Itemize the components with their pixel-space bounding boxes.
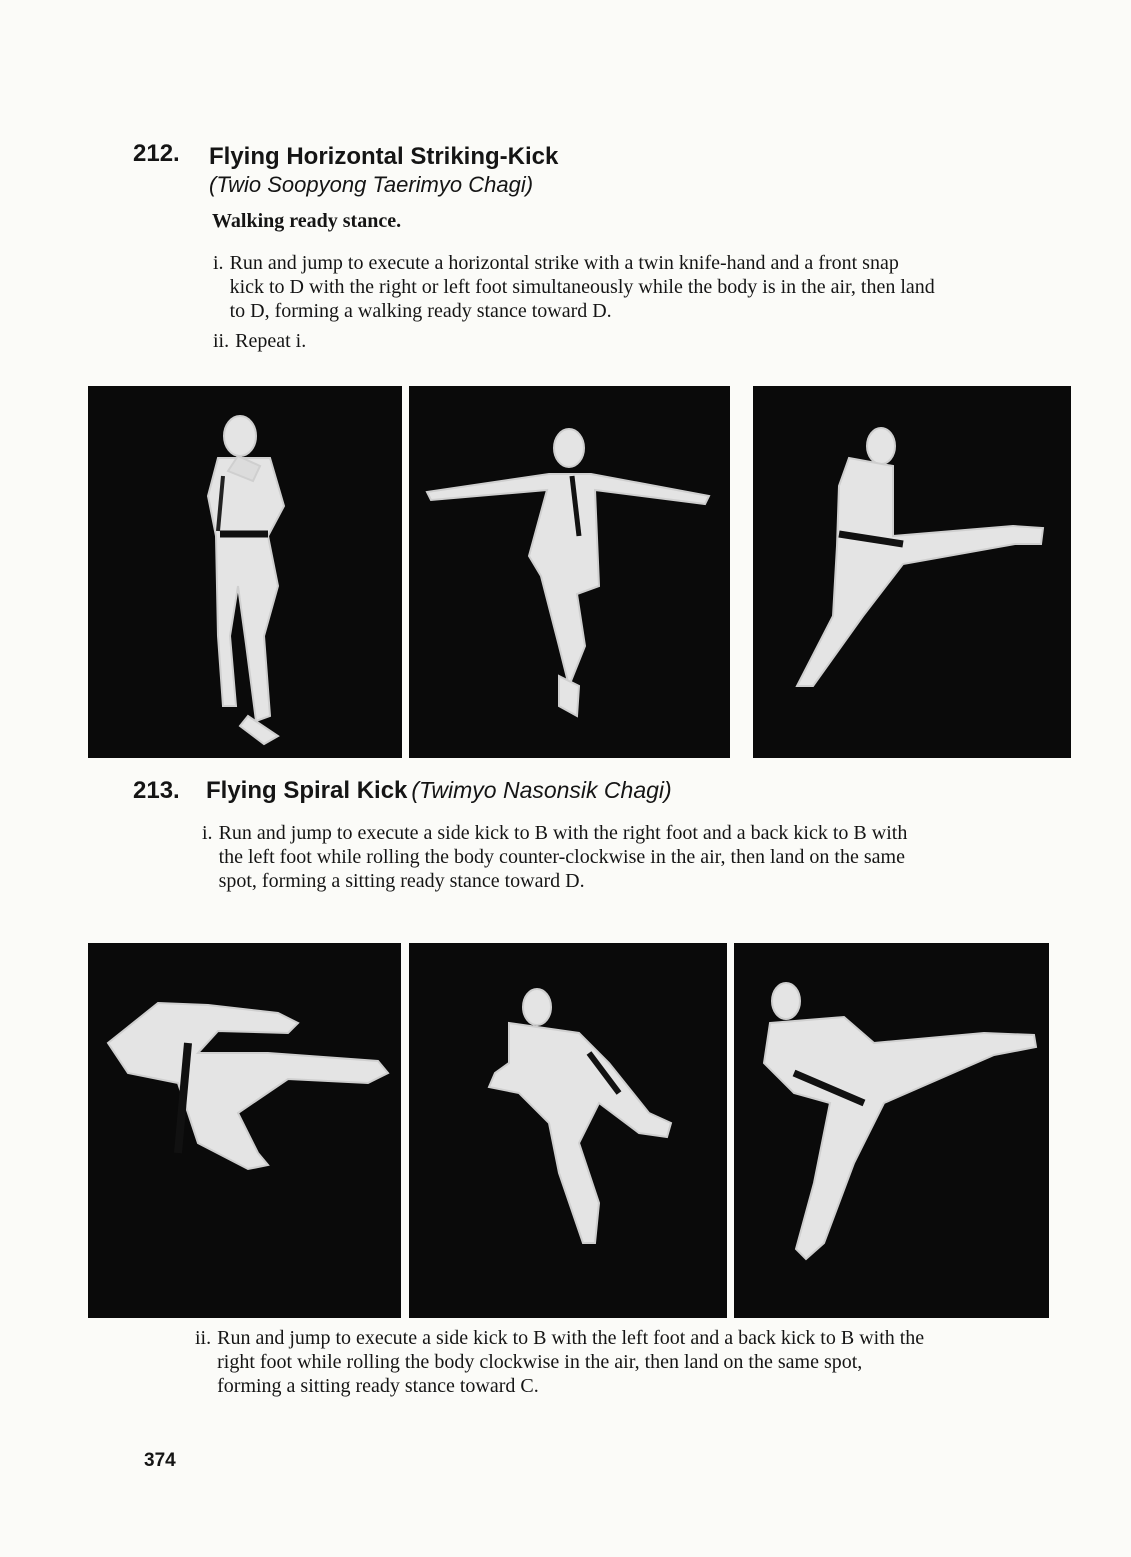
photo-212-1 [88,386,402,758]
section-212-stance: Walking ready stance. [212,210,402,232]
step-i [202,821,930,893]
step-label: ii. [213,330,230,352]
step-label: i. [213,252,224,274]
step-label: i. [202,822,213,844]
step-ii [213,329,938,353]
section-213-heading [206,777,672,805]
figure-side-kick [88,943,401,1318]
figure-jump-guard [88,386,402,758]
section-212-steps [213,251,938,353]
section-213-title: Flying Spiral Kick [206,777,408,804]
figure-front-snap-kick [753,386,1071,758]
section-212-subtitle: (Twio Soopyong Taerimyo Chagi) [209,172,534,197]
step-ii [195,1326,925,1398]
section-213-number: 213. [133,777,180,804]
section-212-title: Flying Horizontal Striking-Kick [209,143,559,170]
section-212-number: 212. [133,140,180,167]
figure-spiral-rotation [409,943,727,1318]
photo-212-2 [409,386,730,758]
step-text: Run and jump to execute a side kick to B with the left foot and a back kick to B with the right foot while rolling the body clockwise in the air, then land on the same spot, forming a sitting ready stance toward C. [217,1327,925,1397]
photo-213-2 [409,943,727,1318]
step-i [213,251,938,323]
photo-213-3 [734,943,1049,1318]
section-213-step-i [202,821,930,893]
section-213-subtitle: (Twimyo Nasonsik Chagi) [411,777,672,803]
photo-212-3 [753,386,1071,758]
step-text: Repeat i. [235,330,307,352]
step-label: ii. [195,1327,212,1349]
figure-back-kick [734,943,1049,1318]
figure-twin-knife-hand-strike [409,386,730,758]
section-213-step-ii [195,1326,925,1398]
photo-213-1 [88,943,401,1318]
step-text: Run and jump to execute a horizontal strike with a twin knife-hand and a front snap kick to D with the right or left foot simultaneously while the body is in the air, then land to D, forming a walking ready stance toward D. [229,252,935,322]
page-number: 374 [144,1450,176,1471]
step-text: Run and jump to execute a side kick to B with the right foot and a back kick to B with the left foot while rolling the body counter-clockwise in the air, then land on the same spot, forming a sitting ready stance toward D. [218,822,908,892]
